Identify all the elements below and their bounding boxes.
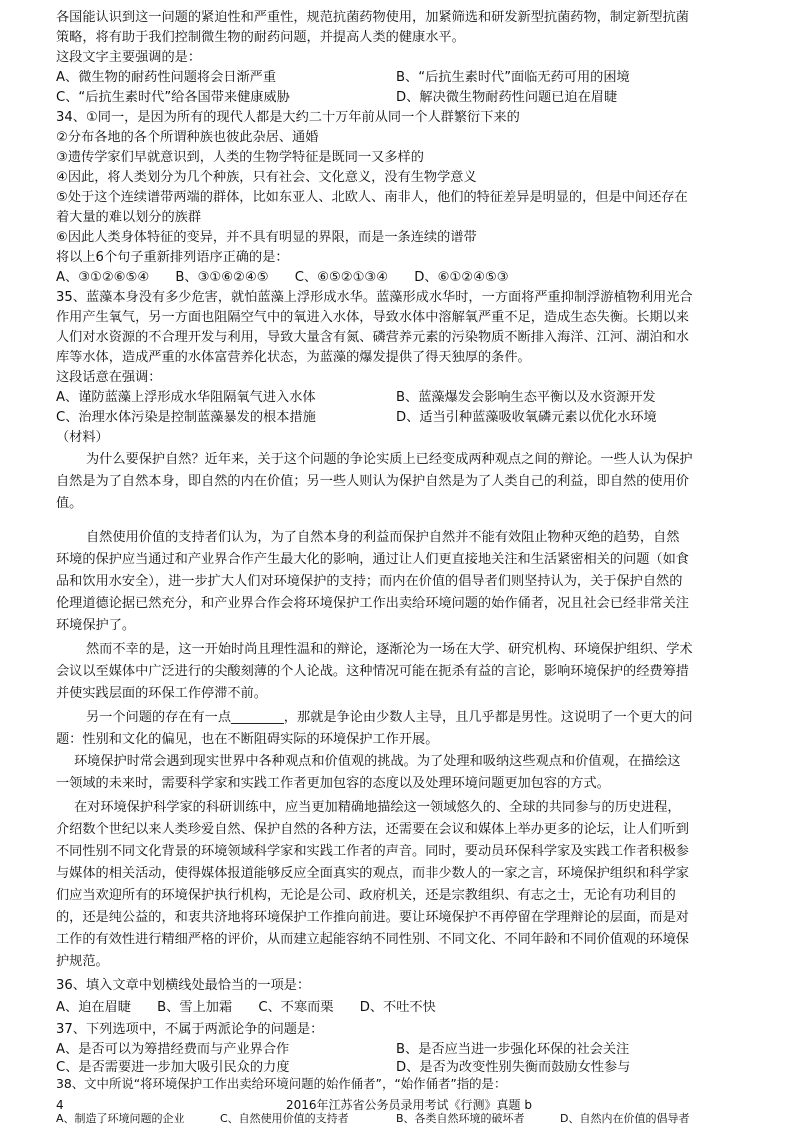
- q36-option-b: B、雪上加霜: [157, 1000, 233, 1015]
- q35-option-d: D、适当引种蓝藻吸收氧磷元素以优化水环境: [396, 410, 657, 425]
- q37-stem: 37、下列选项中，不属于两派论争的问题是：: [56, 1022, 324, 1037]
- q35-passage-line: 人们对水资源的不合理开发与利用，导致大量含有氮、磷营养元素的污染物质不断排入海洋、江河、湖泊和水: [56, 330, 689, 345]
- q34-line: 34、①同一，是因为所有的现代人都是大约二十万年前从同一个人群繁衍下来的: [56, 110, 520, 125]
- q36-option-d: D、不吐不快: [359, 1000, 436, 1015]
- material-paragraph-line: 环境保护时常会遇到现实世界中各种观点和价值观的挑战。为了处理和吸纳这些观点和价值观，在描绘这: [74, 754, 681, 769]
- material-paragraph-line: 在对环境保护科学家的科研训练中，应当更加精确地描绘这一领域悠久的、全球的共同参与的历史进程，: [74, 800, 681, 815]
- q33-option-c: C、“后抗生素时代”给各国带来健康威胁: [56, 90, 290, 105]
- q34-line: ⑤处于这个连续谱带两端的群体，比如东亚人、北欧人、南非人，他们的特征差异是明显的，但是中间还存在: [56, 190, 688, 205]
- q34-option-d: D、⑥①②④⑤③: [414, 270, 509, 285]
- q36-stem: 36、填入文章中划横线处最恰当的一项是：: [56, 978, 311, 993]
- q38-option-b: B、各类自然环境的破坏者: [396, 1112, 525, 1125]
- material-paragraph-line: 环境保护了。: [56, 618, 136, 633]
- q39-stem: [56, 1118, 756, 1119]
- q37-option-a: A、是否可以为筹措经费而与产业界合作: [56, 1042, 290, 1057]
- material-paragraph-line: 工作的有效性进行精细严格的评价，从而建立起能容纳不同性别、不同文化、不同年龄和不同价值观的环境保: [56, 932, 689, 947]
- q33-passage-line: 各国能认识到这一问题的紧迫性和严重性，规范抗菌药物使用，加紧筛选和研发新型抗菌药物，制定新型抗菌: [56, 10, 689, 25]
- q34-option-a: A、③①②⑥⑤④: [56, 270, 150, 285]
- q34-line: ③遗传学家们早就意识到，人类的生物学特征是既同一又多样的: [56, 150, 424, 165]
- material-paragraph-line: 并使实践层面的环保工作停滞不前。: [56, 686, 267, 701]
- material-paragraph-line: 的，还是纯公益的，和衷共济地将环境保护工作推向前进。要让环境保护不再停留在学理辩论的层面，而是对: [56, 910, 689, 925]
- material-paragraph-line: 护规范。: [56, 954, 109, 969]
- q34-line: ⑥因此人类身体特征的变异，并不具有明显的界限，而是一条连续的谱带: [56, 230, 477, 245]
- footer-title: 2016年江苏省公务员录用考试《行测》真题 b: [286, 1098, 532, 1112]
- q34-line: ④因此，将人类划分为几个种族，只有社会、文化意义，没有生物学意义: [56, 170, 477, 185]
- q33-option-a: A、微生物的耐药性问题将会日渐严重: [56, 70, 277, 85]
- page-number: 4: [56, 1098, 64, 1112]
- q35-option-b: B、蓝藻爆发会影响生态平衡以及水资源开发: [396, 390, 656, 405]
- material-paragraph-line: 为什么要保护自然？近年来，关于这个问题的争论实质上已经变成两种观点之间的辩论。一些人认为保护: [86, 452, 693, 467]
- material-paragraph-line: 值。: [56, 496, 83, 511]
- material-paragraph-line: 品和饮用水安全），进一步扩大人们对环境保护的支持；而内在价值的倡导者们则坚持认为，关于保护自然的: [56, 574, 683, 589]
- q36-option-a: A、迫在眉睫: [56, 1000, 131, 1015]
- q33-option-b: B、“后抗生素时代”面临无药可用的困境: [396, 70, 630, 85]
- q33-passage-line: 策略，将有助于我们控制微生物的耐药问题，并提高人类的健康水平。: [56, 30, 465, 45]
- q34-stem: 将以上6个句子重新排列语序正确的是：: [56, 250, 289, 265]
- material-paragraph-line: 自然使用价值的支持者们认为，为了自然本身的利益而保护自然并不能有效阻止物种灭绝的趋势，自然: [86, 530, 680, 545]
- q38-stem: 38、文中所说“将环境保护工作出卖给环境问题的始作俑者”，“始作俑者”指的是：: [56, 1076, 507, 1091]
- q34-option-c: C、⑥⑤②①③④: [294, 270, 389, 285]
- q37-option-b: B、是否应当进一步强化环保的社会关注: [396, 1042, 630, 1057]
- q34-line: 着大量的难以划分的族群: [56, 210, 202, 225]
- q35-passage-line: 35、蓝藻本身没有多少危害，就怕蓝藻上浮形成水华。蓝藻形成水华时，一方面将严重抑制浮游植物利用光合: [56, 290, 693, 305]
- q37-option-c: C、是否需要进一步加大吸引民众的力度: [56, 1060, 290, 1075]
- q35-option-a: A、谨防蓝藻上浮形成水华阻隔氧气进入水体: [56, 390, 316, 405]
- material-paragraph-line: 然而不幸的是，这一开始时尚且理性温和的辩论，逐渐沦为一场在大学、研究机构、环境保护组织、学术: [86, 642, 693, 657]
- q34-option-b: B、③①⑥②④⑤: [175, 270, 269, 285]
- q36-options: [56, 998, 756, 1018]
- q33-stem: 这段文字主要强调的是：: [56, 50, 202, 65]
- material-paragraph-line: 一领域的未来时，需要科学家和实践工作者更加包容的态度以及处理环境问题更加包容的方式。: [56, 776, 610, 791]
- q35-stem: 这段话意在强调：: [56, 370, 162, 385]
- q35-option-c: C、治理水体污染是控制蓝藻暴发的根本措施: [56, 410, 316, 425]
- q35-passage-line: 库等水体，造成严重的水体富营养化状态，为蓝藻的爆发提供了得天独厚的条件。: [56, 350, 531, 365]
- q38-option-d: D、自然内在价值的倡导者: [560, 1112, 690, 1125]
- material-paragraph-line: 自然是为了自然本身，即自然的内在价值；另一些人则认为保护自然是为了人类自己的利益，即自然的使用价: [56, 474, 689, 489]
- q34-line: ②分布各地的各个所谓种族也彼此杂居、通婚: [56, 130, 319, 145]
- material-label: （材料）: [56, 430, 109, 445]
- material-paragraph-line: 环境的保护应当通过和产业界合作产生最大化的影响，通过让人们更直接地关注和生活紧密相关的问题（如食: [56, 552, 689, 567]
- material-paragraph-line: 另一个问题的存在有一点________，那就是争论由少数人主导，且几乎都是男性。这说明了一个更大的问: [86, 710, 693, 725]
- q37-option-d: D、是否为改变性别失衡而鼓励女性参与: [396, 1060, 631, 1075]
- q38-option-a: A、制造了环境问题的企业: [56, 1112, 185, 1125]
- material-paragraph-line: 会议以至媒体中广泛进行的尖酸刻薄的个人论战。这种情况可能在扼杀有益的言论，影响环境保护的经费筹措: [56, 664, 689, 679]
- material-paragraph-line: 介绍数个世纪以来人类珍爱自然、保护自然的各种方法，还需要在会议和媒体上举办更多的论坛，让人们听到: [56, 822, 689, 837]
- q33-option-d: D、解决微生物耐药性问题已迫在眉睫: [396, 90, 618, 105]
- material-paragraph-line: 不同性别不同文化背景的环境领域科学家和实践工作者的声音。同时，要动员环保科学家及实践工作者积极参: [56, 844, 689, 859]
- q38-option-c: C、自然使用价值的支持者: [220, 1112, 349, 1125]
- material-paragraph-line: 伦理道德论据已然充分，和产业界合作会将环境保护工作出卖给环境问题的始作俑者，况且社会已经非常关注: [56, 596, 689, 611]
- material-paragraph-line: 题：性别和文化的偏见，也在不断阻碍实际的环境保护工作开展。: [56, 732, 439, 747]
- material-paragraph-line: 们应当欢迎所有的环境保护执行机构，无论是公司、政府机关，还是宗教组织、有志之士，无论有功利目的: [56, 888, 676, 903]
- material-paragraph-line: 与媒体的相关活动，使得媒体报道能够反应全面真实的观点，而非少数人的一家之言，环境保护组织和科学家: [56, 866, 689, 881]
- q35-passage-line: 作用产生氧气，另一方面也阻隔空气中的氧进入水体，导致水体中溶解氧严重不足，造成生态失衡。长期以来: [56, 310, 689, 325]
- q36-option-c: C、不寒而栗: [258, 1000, 334, 1015]
- q34-options: [56, 268, 756, 288]
